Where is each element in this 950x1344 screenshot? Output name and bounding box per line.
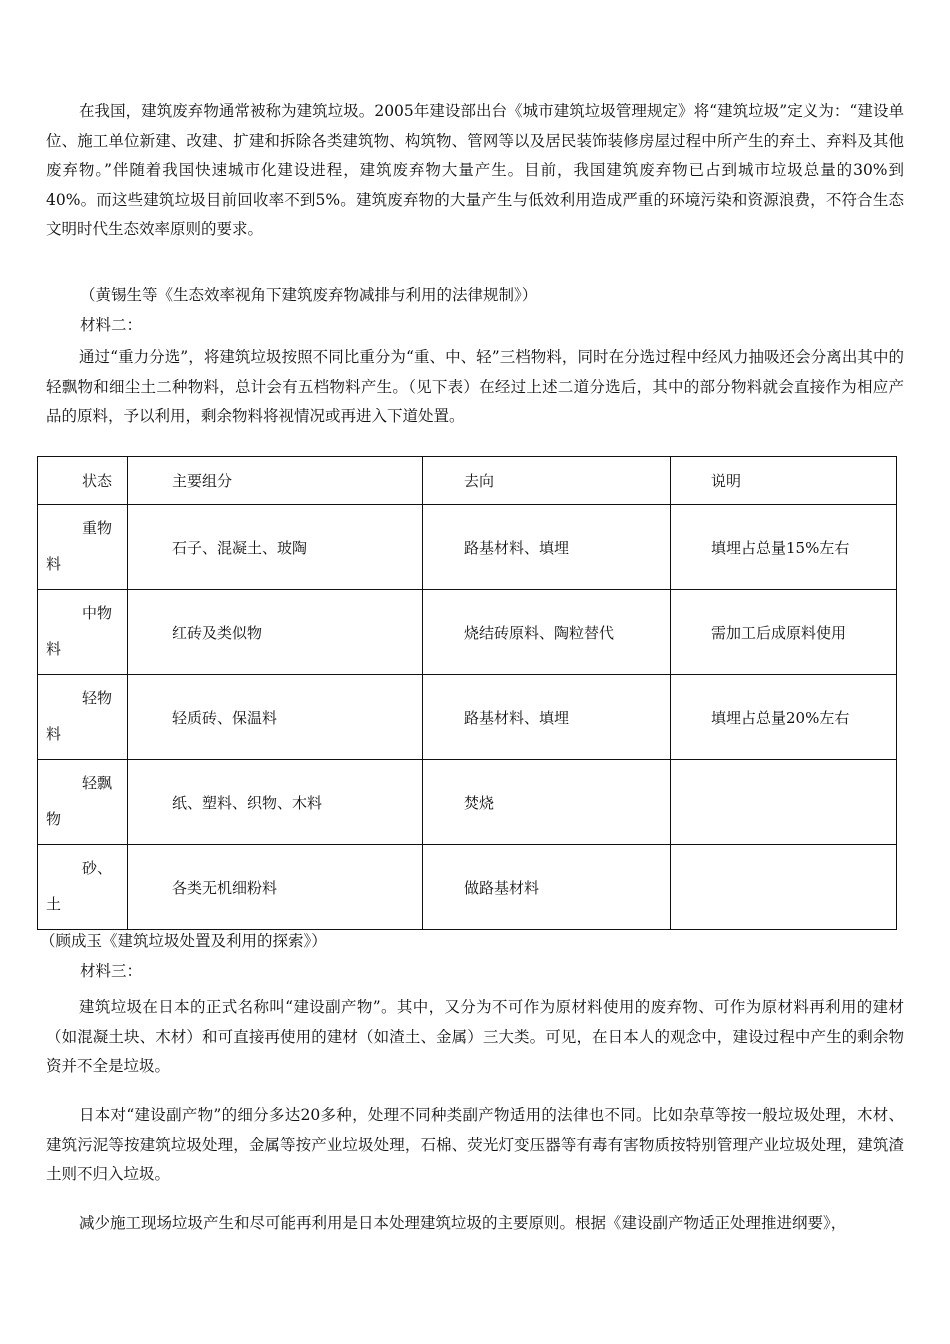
components-cell: 红砖及类似物 <box>128 590 423 675</box>
table-row <box>38 505 897 590</box>
header-state: 状态 <box>38 457 128 505</box>
note-cell: 需加工后成原料使用 <box>671 590 897 675</box>
source-citation-2: （顾成玉《建筑垃圾处置及利用的探索》） <box>40 932 327 950</box>
state-cell: 重物 料 <box>38 505 128 590</box>
state-cell: 轻物 料 <box>38 675 128 760</box>
paragraph-2: 通过“重力分选”，将建筑垃圾按照不同比重分为“重、中、轻”三档物料，同时在分选过程中经风力抽吸还会分离出其中的轻飘物和细尘土二种物料，总计会有五档物料产生。（见下表）在经过上述二道分选后，其中的部分物料就会直接作为相应产品的原料，予以利用，剩余物料将视情况或再进入下道处置。 <box>46 348 904 425</box>
material-2-title: 材料二： <box>80 316 143 334</box>
state-cell: 砂、 土 <box>38 845 128 930</box>
material-3-title: 材料三： <box>80 962 143 980</box>
paragraph-5: 减少施工现场垃圾产生和尽可能再利用是日本处理建筑垃圾的主要原则。根据《建设副产物适正处理推进纲要》， <box>79 1214 847 1232</box>
material-sorting-table <box>37 456 897 930</box>
components-cell: 石子、混凝土、玻陶 <box>128 505 423 590</box>
destination-cell: 焚烧 <box>423 760 671 845</box>
table-row <box>38 675 897 760</box>
source-citation-1: （黄锡生等《生态效率视角下建筑废弃物减排与利用的法律规制》） <box>80 286 538 304</box>
table-row <box>38 845 897 930</box>
components-cell: 各类无机细粉料 <box>128 845 423 930</box>
paragraph-4: 日本对“建设副产物”的细分多达20多种，处理不同种类副产物适用的法律也不同。比如杂草等按一般垃圾处理，木材、建筑污泥等按建筑垃圾处理，金属等按产业垃圾处理，石棉、荧光灯变压器等有毒有害物质按特别管理产业垃圾处理，建筑渣土则不归入垃圾。 <box>46 1106 904 1183</box>
state-cell: 中物 料 <box>38 590 128 675</box>
note-cell <box>671 760 897 845</box>
components-cell: 纸、塑料、织物、木料 <box>128 760 423 845</box>
table-header-row <box>38 457 897 505</box>
header-components: 主要组分 <box>128 457 423 505</box>
paragraph-3: 建筑垃圾在日本的正式名称叫“建设副产物”。其中，又分为不可作为原材料使用的废弃物、可作为原材料再利用的建材（如混凝土块、木材）和可直接再使用的建材（如渣土、金属）三大类。可见，在日本人的观念中，建设过程中产生的剩余物资并不全是垃圾。 <box>46 998 904 1075</box>
note-cell <box>671 845 897 930</box>
destination-cell: 路基材料、填埋 <box>423 675 671 760</box>
table-row <box>38 590 897 675</box>
destination-cell: 路基材料、填埋 <box>423 505 671 590</box>
table-row <box>38 760 897 845</box>
components-cell: 轻质砖、保温料 <box>128 675 423 760</box>
note-cell: 填埋占总量20%左右 <box>671 675 897 760</box>
paragraph-1: 在我国，建筑废弃物通常被称为建筑垃圾。2005年建设部出台《城市建筑垃圾管理规定》将“建筑垃圾”定义为：“建设单位、施工单位新建、改建、扩建和拆除各类建筑物、构筑物、管网等以及居民装饰装修房屋过程中所产生的弃土、弃料及其他废弃物。”伴随着我国快速城市化建设进程，建筑废弃物大量产生。目前，我国建筑废弃物已占到城市垃圾总量的30%到40%。而这些建筑垃圾目前回收率不到5%。建筑废弃物的大量产生与低效利用造成严重的环境污染和资源浪费，不符合生态文明时代生态效率原则的要求。 <box>46 102 904 238</box>
destination-cell: 烧结砖原料、陶粒替代 <box>423 590 671 675</box>
header-note: 说明 <box>671 457 897 505</box>
note-cell: 填埋占总量15%左右 <box>671 505 897 590</box>
state-cell: 轻飘 物 <box>38 760 128 845</box>
destination-cell: 做路基材料 <box>423 845 671 930</box>
header-destination: 去向 <box>423 457 671 505</box>
